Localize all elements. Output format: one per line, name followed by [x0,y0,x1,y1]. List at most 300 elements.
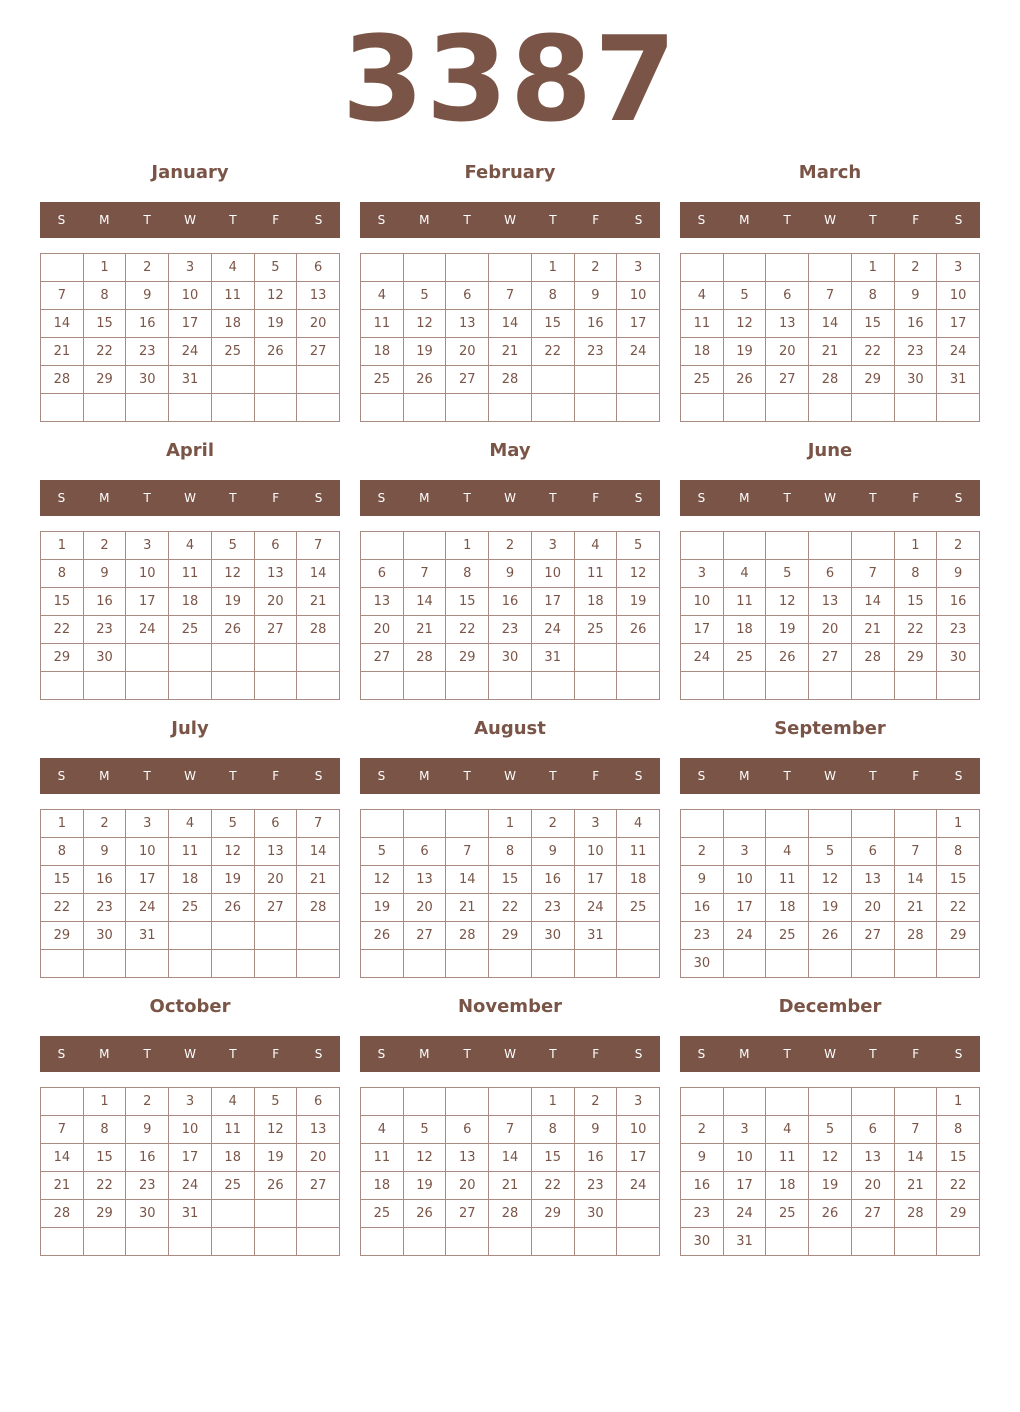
weekday-label: S [377,769,386,783]
day-cell: 4 [766,1116,809,1144]
day-cell: 11 [169,560,212,588]
day-cell: 18 [575,588,618,616]
weekday-label: S [954,213,963,227]
empty-cell [404,254,447,282]
empty-cell [617,1228,660,1256]
day-cell: 26 [255,1172,298,1200]
day-grid [680,809,980,978]
day-cell: 13 [446,1144,489,1172]
day-cell: 27 [446,366,489,394]
day-cell: 11 [169,838,212,866]
day-cell: 24 [617,338,660,366]
weekday-label: W [184,213,196,227]
day-cell: 30 [575,1200,618,1228]
day-cell: 13 [766,310,809,338]
day-cell: 19 [809,894,852,922]
weekday-label: S [57,491,66,505]
day-cell: 12 [809,866,852,894]
day-cell: 10 [532,560,575,588]
day-cell: 27 [809,644,852,672]
day-cell: 23 [532,894,575,922]
empty-cell [446,1228,489,1256]
day-cell: 14 [895,866,938,894]
empty-cell [84,950,127,978]
day-cell: 15 [41,866,84,894]
day-cell: 22 [84,338,127,366]
month-name: October [149,996,231,1017]
weekday-label: T [143,491,151,505]
day-cell: 11 [617,838,660,866]
day-cell: 27 [297,1172,340,1200]
empty-cell [404,810,447,838]
day-cell: 28 [895,922,938,950]
day-cell: 12 [766,588,809,616]
empty-cell [852,950,895,978]
weekday-label: S [634,769,643,783]
weekday-label: T [549,1047,557,1061]
day-cell: 25 [617,894,660,922]
weekday-label: S [314,769,323,783]
day-cell: 18 [361,1172,404,1200]
weekday-label: F [592,1047,600,1061]
day-cell: 10 [169,1116,212,1144]
day-cell: 7 [809,282,852,310]
day-cell: 22 [489,894,532,922]
empty-cell [809,254,852,282]
day-cell: 31 [724,1228,767,1256]
day-cell: 10 [575,838,618,866]
day-cell: 30 [681,950,724,978]
day-cell: 4 [169,810,212,838]
day-cell: 6 [766,282,809,310]
weekday-label: F [912,769,920,783]
day-cell: 31 [937,366,980,394]
day-cell: 11 [212,1116,255,1144]
day-cell: 7 [404,560,447,588]
day-cell: 19 [404,1172,447,1200]
day-cell: 20 [809,616,852,644]
weekday-label: W [184,1047,196,1061]
day-cell: 22 [937,894,980,922]
day-cell: 11 [575,560,618,588]
day-grid [40,531,340,700]
day-cell: 9 [895,282,938,310]
day-cell: 3 [126,810,169,838]
empty-cell [617,672,660,700]
empty-cell [255,1228,298,1256]
weekday-label: S [634,1047,643,1061]
empty-cell [617,366,660,394]
weekday-label: S [377,213,386,227]
weekday-label: W [824,491,836,505]
day-cell: 15 [446,588,489,616]
weekday-label: S [954,1047,963,1061]
weekday-header [40,1036,340,1072]
empty-cell [446,394,489,422]
empty-cell [446,1088,489,1116]
day-cell: 10 [724,866,767,894]
weekday-label: T [869,213,877,227]
empty-cell [361,672,404,700]
day-cell: 3 [724,1116,767,1144]
empty-cell [575,394,618,422]
day-cell: 26 [404,366,447,394]
day-cell: 6 [297,254,340,282]
weekday-label: S [697,491,706,505]
weekday-label: F [272,769,280,783]
day-cell: 4 [575,532,618,560]
day-cell: 16 [84,866,127,894]
day-cell: 30 [126,1200,169,1228]
weekday-label: S [954,769,963,783]
day-cell: 22 [84,1172,127,1200]
weekday-label: S [954,491,963,505]
day-cell: 19 [766,616,809,644]
day-cell: 24 [937,338,980,366]
weekday-label: T [463,769,471,783]
empty-cell [575,366,618,394]
empty-cell [766,254,809,282]
weekday-header [360,480,660,516]
empty-cell [255,672,298,700]
weekday-label: T [143,213,151,227]
day-cell: 9 [575,1116,618,1144]
day-cell: 24 [617,1172,660,1200]
empty-cell [724,672,767,700]
day-cell: 8 [532,1116,575,1144]
empty-cell [404,672,447,700]
weekday-label: F [592,491,600,505]
day-cell: 10 [169,282,212,310]
empty-cell [212,644,255,672]
day-cell: 3 [617,254,660,282]
empty-cell [617,394,660,422]
day-cell: 4 [212,1088,255,1116]
empty-cell [84,394,127,422]
day-cell: 1 [937,1088,980,1116]
empty-cell [617,644,660,672]
day-cell: 23 [937,616,980,644]
empty-cell [297,950,340,978]
day-cell: 16 [126,310,169,338]
empty-cell [297,672,340,700]
day-cell: 20 [361,616,404,644]
day-cell: 20 [446,338,489,366]
day-cell: 14 [489,1144,532,1172]
day-cell: 31 [126,922,169,950]
day-cell: 17 [937,310,980,338]
weekday-label: T [463,491,471,505]
day-cell: 30 [126,366,169,394]
day-cell: 14 [446,866,489,894]
day-cell: 7 [41,1116,84,1144]
day-cell: 18 [361,338,404,366]
empty-cell [766,950,809,978]
day-cell: 10 [724,1144,767,1172]
empty-cell [766,810,809,838]
empty-cell [532,366,575,394]
weekday-label: T [229,213,237,227]
day-cell: 25 [361,1200,404,1228]
empty-cell [212,922,255,950]
day-cell: 16 [681,894,724,922]
day-cell: 13 [446,310,489,338]
weekday-label: S [57,213,66,227]
day-cell: 15 [532,1144,575,1172]
weekday-header [680,1036,980,1072]
day-cell: 16 [489,588,532,616]
day-cell: 25 [681,366,724,394]
day-cell: 1 [489,810,532,838]
day-cell: 19 [724,338,767,366]
day-cell: 25 [361,366,404,394]
day-cell: 4 [681,282,724,310]
day-cell: 24 [724,1200,767,1228]
weekday-label: F [912,1047,920,1061]
day-cell: 18 [169,588,212,616]
day-cell: 21 [404,616,447,644]
weekday-label: M [419,491,430,505]
day-cell: 13 [852,1144,895,1172]
empty-cell [404,1088,447,1116]
empty-cell [41,1088,84,1116]
weekday-header [680,202,980,238]
weekday-label: S [634,213,643,227]
empty-cell [681,672,724,700]
day-cell: 13 [404,866,447,894]
day-cell: 25 [212,338,255,366]
day-cell: 10 [617,1116,660,1144]
day-cell: 19 [617,588,660,616]
empty-cell [681,394,724,422]
day-cell: 17 [169,310,212,338]
weekday-label: T [869,1047,877,1061]
day-cell: 6 [852,838,895,866]
day-cell: 23 [489,616,532,644]
weekday-label: T [229,1047,237,1061]
day-cell: 30 [895,366,938,394]
empty-cell [809,532,852,560]
empty-cell [809,1228,852,1256]
empty-cell [126,394,169,422]
empty-cell [212,1228,255,1256]
empty-cell [169,950,212,978]
year-title: 3387 [341,10,679,148]
weekday-label: W [184,491,196,505]
day-cell: 5 [617,532,660,560]
day-cell: 25 [766,1200,809,1228]
day-cell: 5 [404,282,447,310]
day-cell: 11 [766,1144,809,1172]
day-cell: 8 [84,282,127,310]
day-cell: 18 [724,616,767,644]
day-cell: 13 [255,838,298,866]
day-grid [360,531,660,700]
empty-cell [895,1228,938,1256]
day-cell: 19 [255,1144,298,1172]
weekday-label: S [314,1047,323,1061]
day-cell: 1 [532,254,575,282]
day-cell: 9 [489,560,532,588]
weekday-label: S [57,769,66,783]
day-cell: 30 [681,1228,724,1256]
day-cell: 20 [297,1144,340,1172]
day-cell: 8 [532,282,575,310]
empty-cell [852,810,895,838]
empty-cell [361,810,404,838]
empty-cell [126,950,169,978]
day-cell: 26 [212,616,255,644]
day-cell: 15 [937,1144,980,1172]
day-cell: 8 [937,1116,980,1144]
weekday-label: M [419,769,430,783]
empty-cell [169,672,212,700]
day-cell: 28 [489,366,532,394]
weekday-label: W [824,1047,836,1061]
day-cell: 31 [575,922,618,950]
day-cell: 21 [446,894,489,922]
day-cell: 5 [809,1116,852,1144]
weekday-label: F [272,1047,280,1061]
day-cell: 8 [446,560,489,588]
day-cell: 14 [852,588,895,616]
day-cell: 9 [681,866,724,894]
day-cell: 28 [41,1200,84,1228]
empty-cell [297,1200,340,1228]
day-cell: 29 [852,366,895,394]
day-cell: 18 [169,866,212,894]
empty-cell [766,394,809,422]
day-cell: 12 [404,310,447,338]
day-cell: 3 [575,810,618,838]
day-cell: 2 [681,1116,724,1144]
day-cell: 25 [169,616,212,644]
day-cell: 16 [575,310,618,338]
month-name: May [489,440,531,461]
empty-cell [361,532,404,560]
day-cell: 15 [895,588,938,616]
day-cell: 27 [446,1200,489,1228]
empty-cell [724,532,767,560]
weekday-header [680,758,980,794]
day-cell: 2 [895,254,938,282]
day-cell: 3 [724,838,767,866]
day-cell: 12 [212,560,255,588]
day-cell: 29 [41,922,84,950]
day-cell: 19 [404,338,447,366]
weekday-label: S [57,1047,66,1061]
weekday-label: M [99,1047,110,1061]
weekday-label: W [504,213,516,227]
day-cell: 8 [84,1116,127,1144]
day-cell: 26 [255,338,298,366]
day-cell: 15 [84,1144,127,1172]
day-cell: 6 [809,560,852,588]
weekday-header [40,480,340,516]
weekday-label: T [229,491,237,505]
day-cell: 18 [681,338,724,366]
empty-cell [895,394,938,422]
day-cell: 12 [255,282,298,310]
empty-cell [297,644,340,672]
day-cell: 30 [84,922,127,950]
day-cell: 18 [617,866,660,894]
day-cell: 15 [84,310,127,338]
day-cell: 9 [126,1116,169,1144]
day-cell: 20 [446,1172,489,1200]
day-cell: 22 [895,616,938,644]
empty-cell [361,1228,404,1256]
day-cell: 7 [852,560,895,588]
weekday-label: M [99,769,110,783]
day-cell: 12 [212,838,255,866]
day-cell: 16 [84,588,127,616]
day-cell: 29 [937,1200,980,1228]
day-cell: 21 [41,1172,84,1200]
empty-cell [532,394,575,422]
weekday-label: T [783,213,791,227]
day-cell: 2 [681,838,724,866]
empty-cell [169,922,212,950]
weekday-label: M [739,491,750,505]
day-cell: 19 [212,866,255,894]
empty-cell [489,950,532,978]
day-cell: 9 [532,838,575,866]
empty-cell [681,1088,724,1116]
day-cell: 21 [489,338,532,366]
day-cell: 2 [84,810,127,838]
empty-cell [937,394,980,422]
day-cell: 24 [169,338,212,366]
empty-cell [937,950,980,978]
day-cell: 14 [404,588,447,616]
day-cell: 21 [41,338,84,366]
day-cell: 26 [361,922,404,950]
weekday-label: S [377,491,386,505]
day-cell: 1 [895,532,938,560]
empty-cell [169,394,212,422]
day-cell: 27 [852,922,895,950]
day-cell: 28 [297,894,340,922]
day-cell: 1 [852,254,895,282]
day-cell: 3 [126,532,169,560]
day-cell: 22 [532,338,575,366]
day-cell: 3 [937,254,980,282]
day-cell: 17 [575,866,618,894]
day-cell: 23 [681,922,724,950]
day-cell: 24 [169,1172,212,1200]
day-cell: 26 [724,366,767,394]
day-cell: 14 [489,310,532,338]
day-cell: 9 [84,560,127,588]
empty-cell [361,950,404,978]
day-cell: 22 [937,1172,980,1200]
day-cell: 22 [41,616,84,644]
day-cell: 13 [809,588,852,616]
day-cell: 5 [212,810,255,838]
day-cell: 4 [724,560,767,588]
weekday-header [360,758,660,794]
empty-cell [255,366,298,394]
day-cell: 14 [297,838,340,866]
day-cell: 1 [41,810,84,838]
empty-cell [404,394,447,422]
day-cell: 9 [575,282,618,310]
day-cell: 27 [766,366,809,394]
empty-cell [724,394,767,422]
day-cell: 16 [575,1144,618,1172]
day-cell: 14 [41,310,84,338]
